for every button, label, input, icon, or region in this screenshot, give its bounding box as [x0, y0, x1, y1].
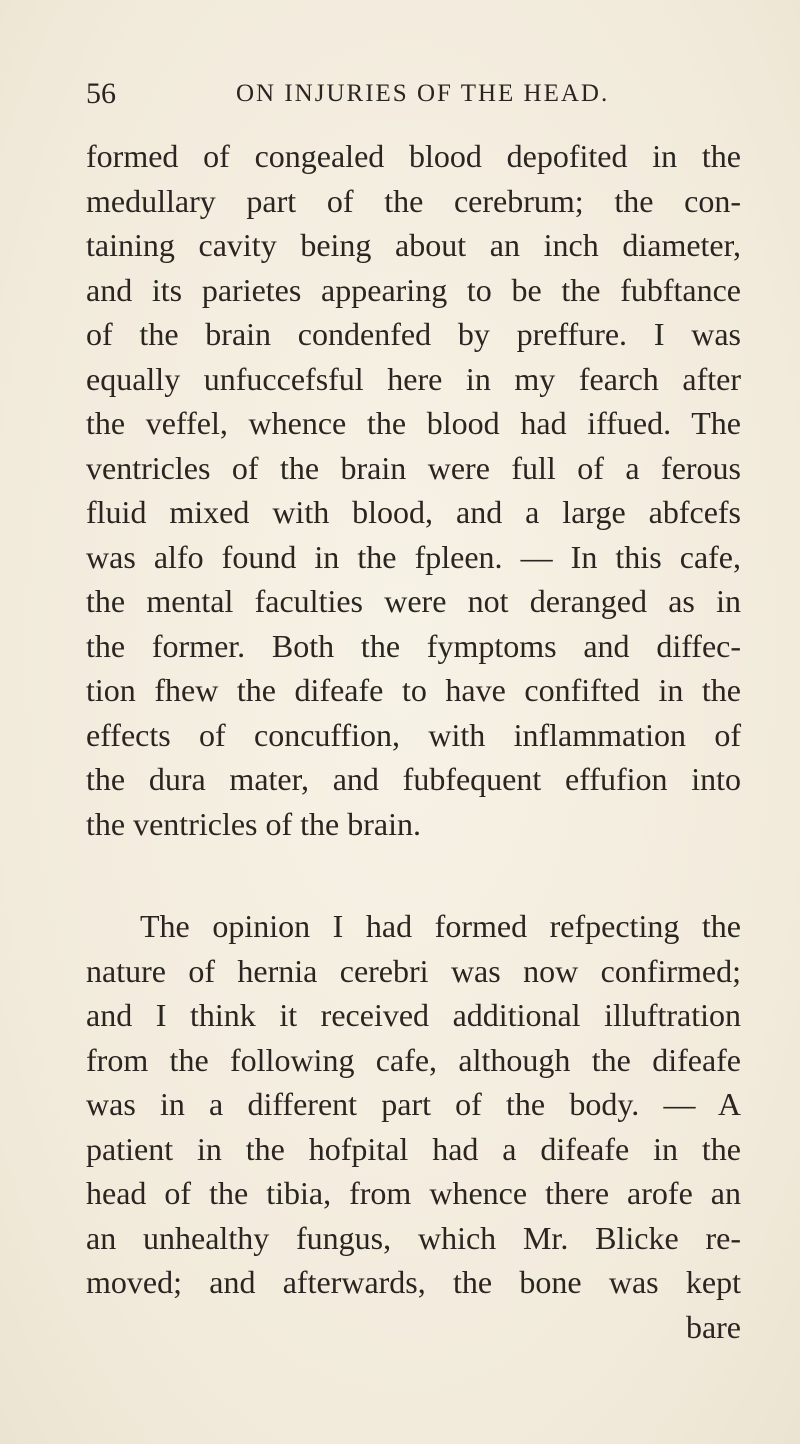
page-body — [86, 134, 741, 1349]
text-line: The opinion I had formed refpecting the — [140, 908, 741, 944]
text-line: fluid mixed with blood, and a large abfcefs — [86, 494, 741, 530]
text-line: the former. Both the fymptoms and diffec- — [86, 627, 741, 664]
text-line: effects of concuffion, with inflammation of — [86, 716, 741, 753]
paragraph-2 — [86, 904, 741, 1349]
running-title: ON INJURIES OF THE HEAD. — [236, 80, 610, 107]
text-line: an unhealthy fungus, which Mr. Blicke re- — [86, 1219, 741, 1256]
text-line: head of the tibia, from whence there arofe an — [86, 1175, 741, 1211]
text-line: equally unfuccefsful here in my fearch after — [86, 360, 741, 397]
text-line: from the following cafe, although the difeafe — [86, 1041, 741, 1078]
text-line: patient in the hofpital had a difeafe in the — [86, 1130, 741, 1167]
page-header — [86, 74, 736, 114]
catchword: bare — [685, 1308, 741, 1345]
paragraph-1 — [86, 134, 741, 846]
text-line: the dura mater, and fubfequent effufion into — [86, 761, 741, 797]
text-line: ventricles of the brain were full of a ferous — [86, 449, 741, 486]
text-line: the veffel, whence the blood had iffued. The — [86, 405, 741, 441]
text-line: of the brain condenfed by preffure. I was — [86, 316, 741, 352]
text-line: formed of congealed blood depofited in the — [86, 138, 741, 174]
text-line: taining cavity being about an inch diameter, — [86, 227, 741, 263]
text-line: and I think it received additional illuftration — [86, 997, 741, 1033]
text-line: moved; and afterwards, the bone was kept — [86, 1264, 741, 1300]
text-line: was alfo found in the fpleen. — In this cafe, — [86, 538, 741, 575]
text-line: the ventricles of the brain. — [86, 805, 421, 842]
text-line: tion fhew the difeafe to have confifted in the — [86, 672, 741, 708]
text-line: and its parietes appearing to be the fubftance — [86, 271, 741, 308]
text-line: was in a different part of the body. — A — [86, 1086, 741, 1122]
text-line: nature of hernia cerebri was now confirmed; — [86, 952, 741, 989]
page-number: 56 — [86, 77, 116, 110]
text-line: the mental faculties were not deranged as in — [86, 583, 741, 619]
text-line: medullary part of the cerebrum; the con- — [86, 182, 741, 219]
